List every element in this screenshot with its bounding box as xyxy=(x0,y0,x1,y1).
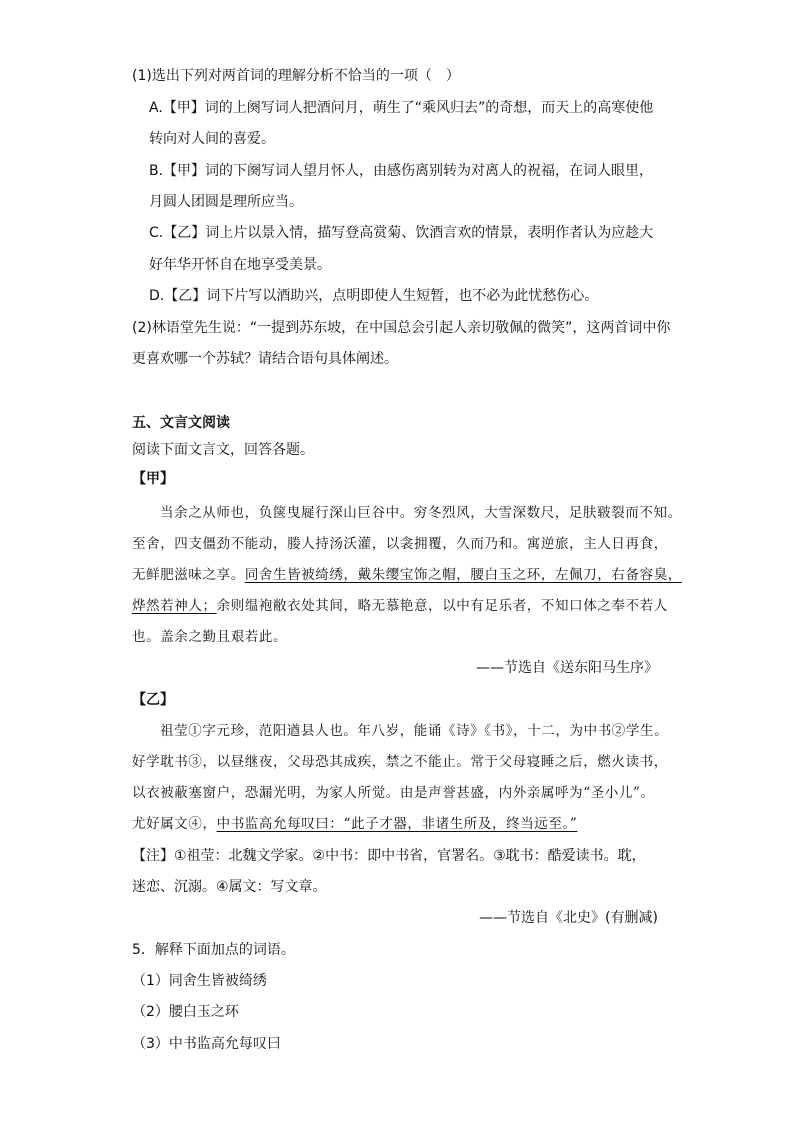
passage-jia-line5: 也。盖余之勤且艰若此。 xyxy=(132,629,288,645)
option-a-line1: A.【甲】词的上阕写词人把酒问月，萌生了“乘风归去”的奇想，而天上的高寒使他 xyxy=(149,100,654,116)
notes-line1: 【注】①祖莹：北魏文学家。②中书：即中书省，官署名。③耽书：酷爱读书。耽， xyxy=(132,848,646,864)
section-intro: 阅读下面文言文，回答各题。 xyxy=(132,442,314,458)
notes-line2: 迷恋、沉溺。④属文：写文章。 xyxy=(132,879,327,895)
passage-yi-line4-plain: 尤好属文④， xyxy=(132,816,217,832)
question-1: (1)选出下列对两首词的理解分析不恰当的一项（ ） xyxy=(132,68,460,84)
passage-yi-line3: 以衣被蔽塞窗户，恐漏光明，为家人所觉。由是声誉甚盛，内外亲属呼为“圣小儿”。 xyxy=(132,785,655,801)
underlined-sentence-part2: 烨然若神人； xyxy=(132,598,217,614)
passage-yi-tag: 【乙】 xyxy=(132,692,174,708)
underlined-sentence-part1: 同舍生皆被绮绣，戴朱缨宝饰之帽，腰白玉之环，左佩刀，右备容臭， xyxy=(244,567,682,583)
section-heading: 五、文言文阅读 xyxy=(132,415,230,431)
passage-jia-line1: 当余之从师也，负箧曳屣行深山巨谷中。穷冬烈风，大雪深数尺，足肤皲裂而不知。 xyxy=(160,505,682,521)
option-b-line2: 月圆人团圆是理所应当。 xyxy=(149,194,303,210)
passage-jia-line3-plain: 无鲜肥滋味之享。 xyxy=(132,567,245,583)
question-5-item1: （1）同舍生皆被绮绣 xyxy=(132,973,267,989)
passage-jia-line3 xyxy=(132,565,682,585)
passage-jia-line4 xyxy=(132,596,668,616)
passage-yi-line2: 好学耽书③，以昼继夜，父母恐其成疾，禁之不能止。常于父母寝睡之后，燃火读书， xyxy=(132,754,668,770)
option-c-line1: C.【乙】词上片以景入情，描写登高赏菊、饮酒言欢的情景，表明作者认为应趁大 xyxy=(149,225,654,241)
passage-jia-line4-plain: 余则缊袍敝衣处其间，略无慕艳意，以中有足乐者，不知口体之奉不若人 xyxy=(216,598,668,614)
passage-yi-line1: 祖莹①字元珍，范阳遒县人也。年八岁，能诵《诗》《书》，十二，为中书②学生。 xyxy=(160,723,669,739)
passage-jia-tag: 【甲】 xyxy=(132,471,174,487)
passage-yi-source: ——节选自《北史》(有删减) xyxy=(479,910,658,926)
option-c-line2: 好年华开怀自在地享受美景。 xyxy=(149,257,331,273)
question-5-title: 5．解释下面加点的词语。 xyxy=(132,942,295,958)
option-d-line1: D.【乙】词下片写以酒助兴，点明即使人生短暂，也不必为此忧愁伤心。 xyxy=(149,288,599,304)
question-5-item2: （2）腰白玉之环 xyxy=(132,1004,239,1020)
option-a-line2: 转向对人间的喜爱。 xyxy=(149,131,275,147)
underlined-sentence-yi: 中书监高允每叹曰：“此子才器，非诸生所及，终当远至。” xyxy=(216,816,578,832)
question-5-item3: （3）中书监高允每叹曰 xyxy=(132,1036,281,1052)
passage-jia-source: ——节选自《送东阳马生序》 xyxy=(476,660,658,676)
question-2-line1: (2)林语堂先生说：“一提到苏东坡，在中国总会引起人亲切敬佩的微笑”，这两首词中你 xyxy=(132,320,671,336)
passage-yi-line4 xyxy=(132,814,577,834)
question-2-line2: 更喜欢哪一个苏轼？请结合语句具体阐述。 xyxy=(132,351,398,367)
passage-jia-line2: 至舍，四支僵劲不能动，媵人持汤沃灌，以衾拥覆，久而乃和。寓逆旅，主人日再食， xyxy=(132,536,668,552)
option-b-line1: B.【甲】词的下阕写词人望月怀人，由感伤离别转为对离人的祝福，在词人眼里， xyxy=(149,163,654,179)
